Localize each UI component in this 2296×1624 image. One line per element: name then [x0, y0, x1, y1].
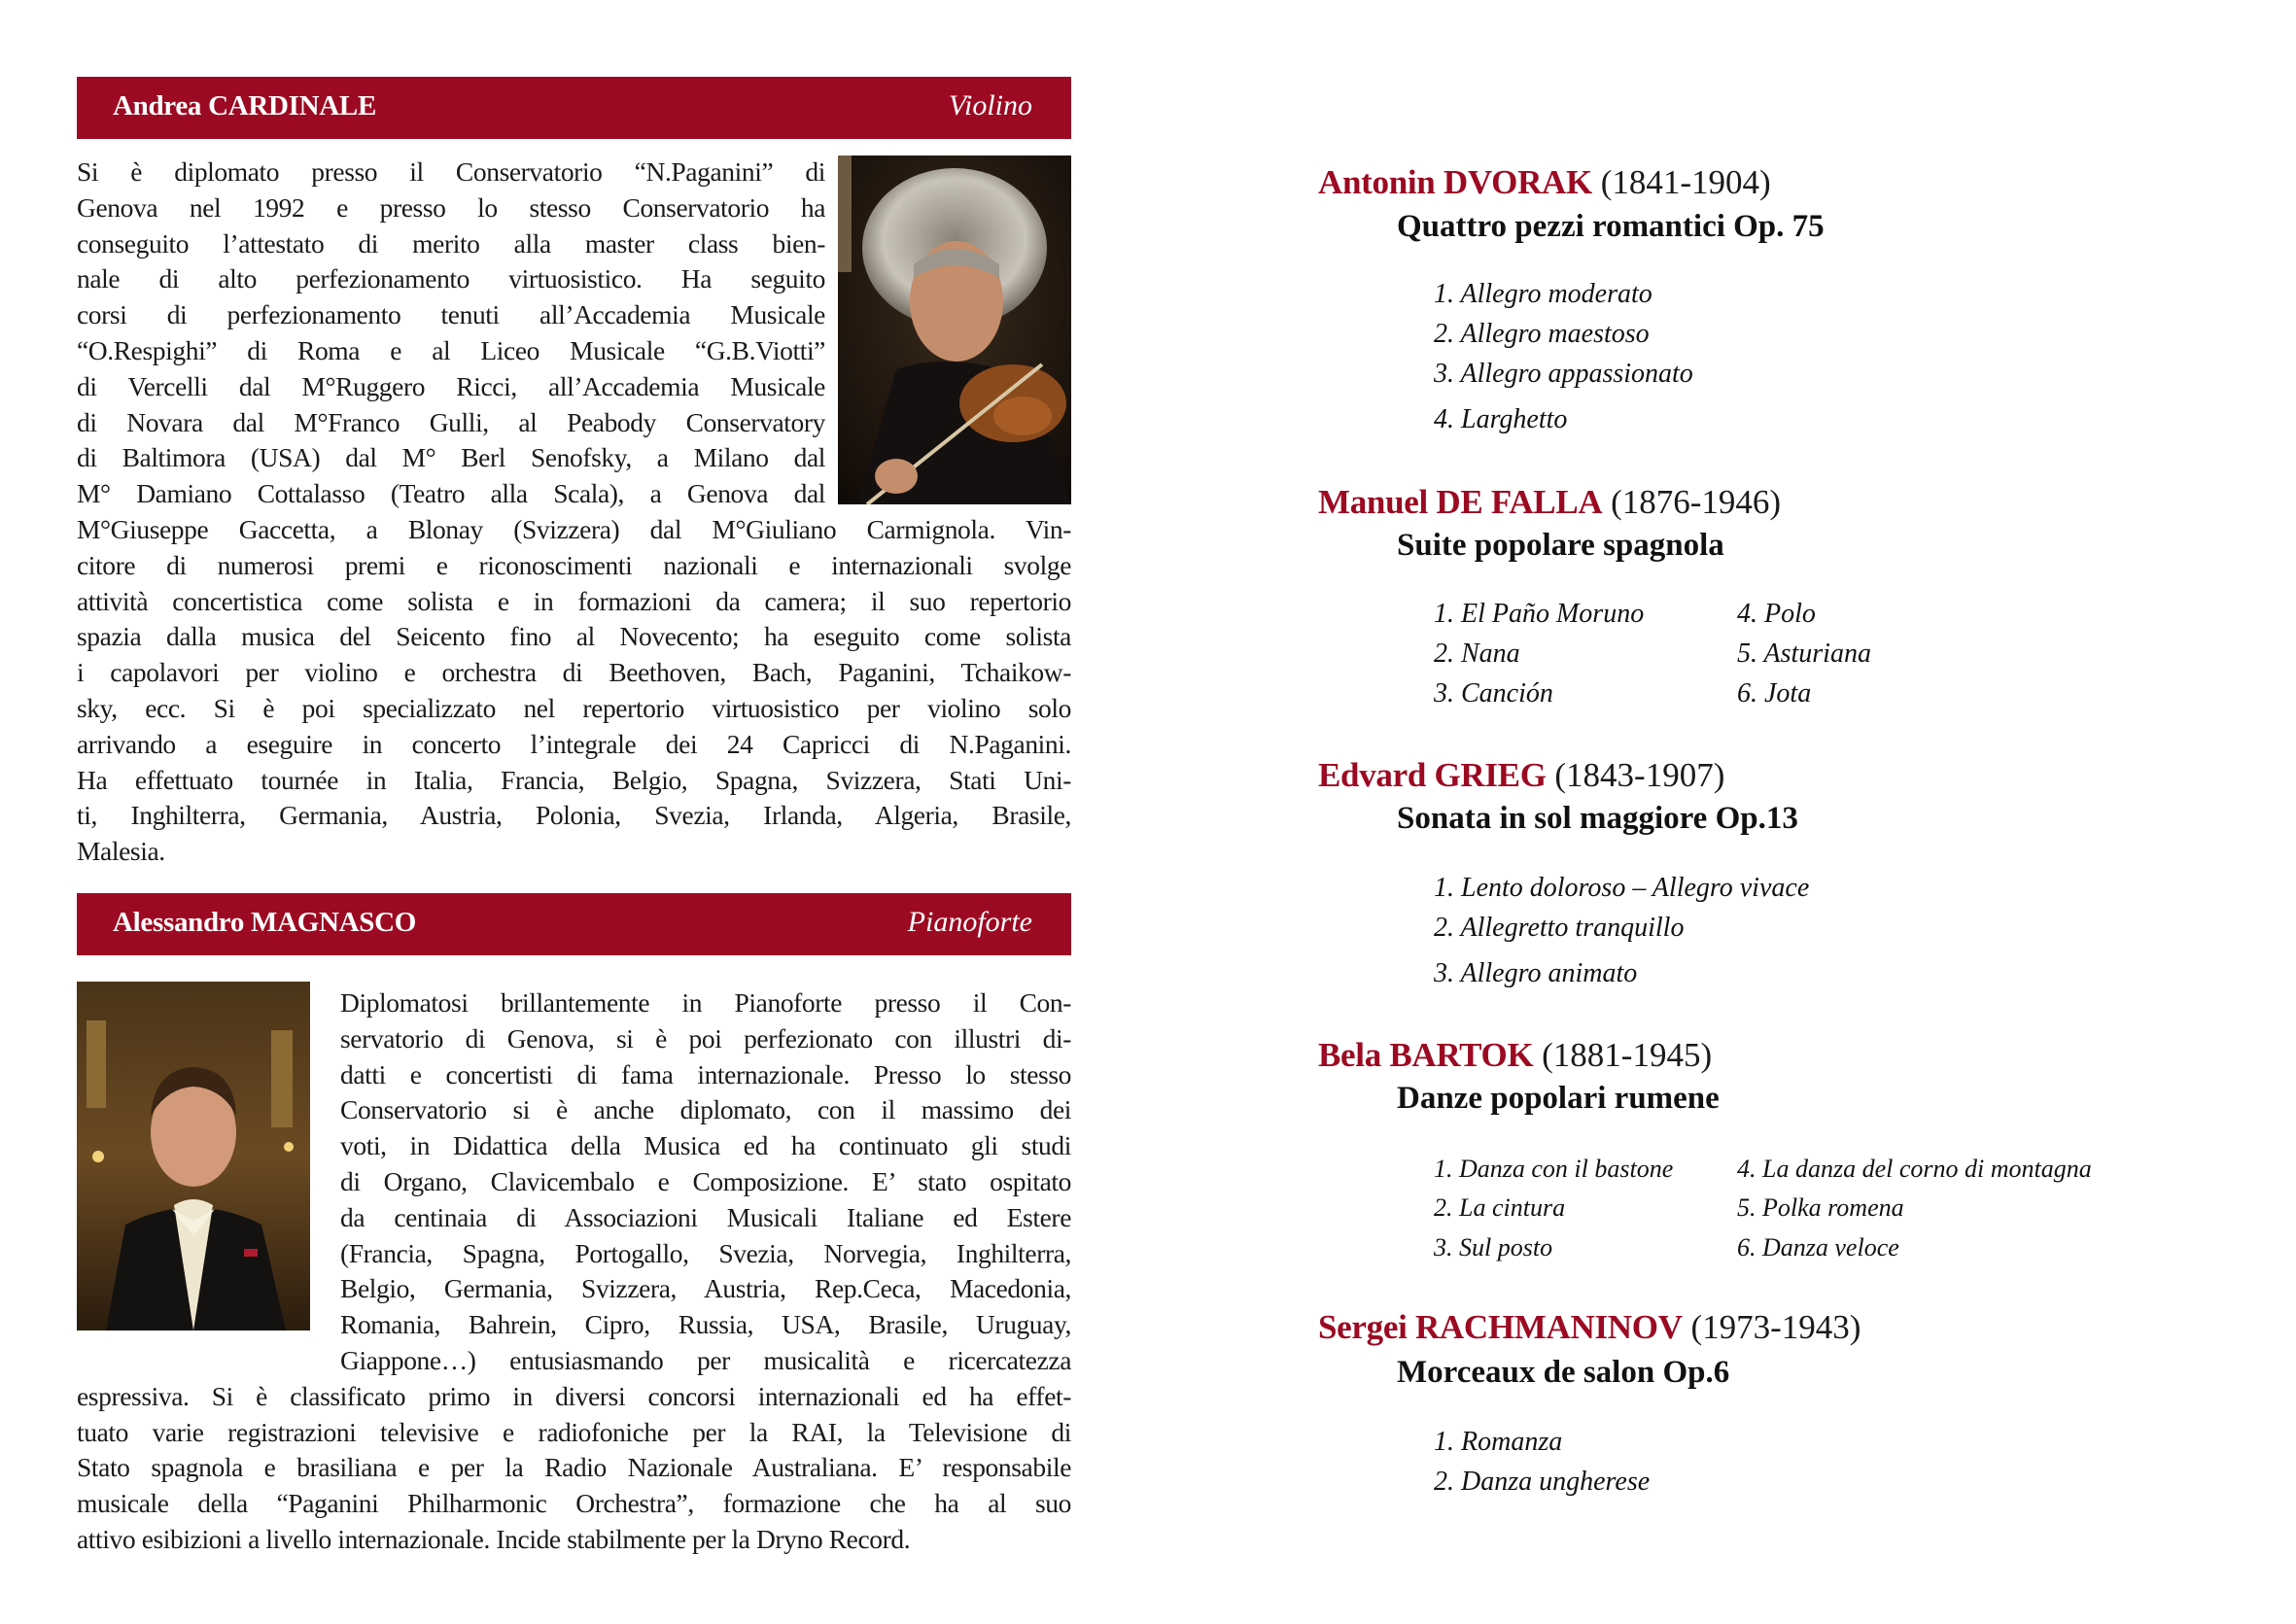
bio-line: nale di alto perfezionamento virtuosistico. Ha seguito [77, 263, 825, 294]
bio-line: conseguito l’attestato di merito alla master class bien- [77, 227, 825, 259]
work-title: Danze popolari rumene [1397, 1081, 1720, 1116]
bio-line: musicale della “Paganini Philharmonic Orchestra”, formazione che ha al suo [77, 1488, 1071, 1519]
movement-item: 1. Lento doloroso – Allegro vivace [1434, 873, 1810, 903]
pianist-photo-image [77, 982, 310, 1330]
bio-line: Si è diplomato presso il Conservatorio “N.Paganini” di [77, 156, 825, 187]
composer-name: Manuel DE FALLA [1318, 483, 1603, 521]
bio-line: M°Giuseppe Gaccetta, a Blonay (Svizzera) dal M°Giuliano Carmignola. Vin- [77, 514, 1071, 544]
movement-item: 5. Asturiana [1737, 639, 1871, 669]
bio-line: Diplomatosi brillantemente in Pianoforte presso il Con- [340, 987, 1071, 1018]
movement-item: 3. Allegro animato [1434, 958, 1638, 988]
bio-line: i capolavori per violino e orchestra di Beethoven, Bach, Paganini, Tchaikow- [77, 657, 1071, 688]
bio-line: di Vercelli dal M°Ruggero Ricci, all’Accademia Musicale [77, 370, 825, 401]
violinist-photo [838, 155, 1071, 504]
bio-line: tuato varie registrazioni televisive e radiofoniche per la RAI, la Televisione di [77, 1416, 1071, 1447]
movement-item: 3. Allegro appassionato [1434, 359, 1693, 389]
bio-line: Belgio, Germania, Svizzera, Austria, Rep.Ceca, Macedonia, [340, 1273, 1071, 1304]
composer-name: Bela BARTOK [1318, 1036, 1534, 1074]
bio-line: Conservatorio si è anche diplomato, con il massimo dei [340, 1094, 1071, 1125]
bio-line: corsi di perfezionamento tenuti all’Accademia Musicale [77, 299, 825, 330]
movement-item: 2. Nana [1434, 639, 1520, 669]
composer-dates: (1876-1946) [1611, 483, 1782, 521]
bio-line: Romania, Bahrein, Cipro, Russia, USA, Brasile, Uruguay, [340, 1309, 1071, 1340]
movement-item: 4. La danza del corno di montagna [1737, 1155, 2092, 1183]
work-title: Sonata in sol maggiore Op.13 [1397, 801, 1798, 836]
bio-line: Malesia. [77, 836, 165, 867]
movement-item: 3. Sul posto [1434, 1233, 1553, 1261]
movement-item: 1. Danza con il bastone [1434, 1155, 1674, 1183]
bio-line: di Novara dal M°Franco Gulli, al Peabody Conservatory [77, 406, 825, 437]
composer-name: Sergei RACHMANINOV [1318, 1308, 1683, 1346]
movement-item: 1. Romanza [1434, 1427, 1563, 1457]
bio-line: ti, Inghilterra, Germania, Austria, Polonia, Svezia, Irlanda, Algeria, Brasile, [77, 800, 1071, 831]
composer-dates: (1841-1904) [1600, 163, 1771, 201]
performer-instrument: Pianoforte [907, 906, 1032, 938]
composer-heading [1318, 1306, 1861, 1349]
bio-line: di Baltimora (USA) dal M° Berl Senofsky, a Milano dal [77, 442, 825, 473]
work-title: Suite popolare spagnola [1397, 528, 1724, 563]
bio-line: voti, in Didattica della Musica ed ha continuato gli studi [340, 1130, 1071, 1161]
bio-line: attivo esibizioni a livello internazionale. Incide stabilmente per la Dryno Record. [77, 1524, 911, 1554]
movement-item: 2. Danza ungherese [1434, 1467, 1651, 1497]
movement-item: 2. La cintura [1434, 1193, 1566, 1222]
movement-item: 2. Allegro maestoso [1434, 319, 1650, 349]
performer-header-magnasco [77, 893, 1071, 955]
bio-line: spazia dalla musica del Seicento fino al Novecento; ha eseguito come solista [77, 621, 1071, 652]
composer-heading [1318, 161, 1771, 204]
bio-line: attività concertistica come solista e in formazioni da camera; il suo repertorio [77, 585, 1071, 616]
movement-item: 1. Allegro moderato [1434, 279, 1652, 309]
composer-dates: (1973-1943) [1690, 1308, 1861, 1346]
movement-item: 1. El Paño Moruno [1434, 599, 1645, 629]
bio-line: M° Damiano Cottalasso (Teatro alla Scala), a Genova dal [77, 478, 825, 509]
bio-line: (Francia, Spagna, Portogallo, Svezia, Norvegia, Inghilterra, [340, 1237, 1071, 1268]
composer-name: Edvard GRIEG [1318, 756, 1547, 794]
performer-header-cardinale [77, 77, 1071, 139]
movement-item: 4. Polo [1737, 599, 1816, 629]
bio-line: Stato spagnola e brasiliana e per la Radio Nazionale Australiana. E’ responsabile [77, 1452, 1071, 1483]
movement-item: 2. Allegretto tranquillo [1434, 913, 1685, 943]
bio-line: espressiva. Si è classificato primo in diversi concorsi internazionali ed ha effet- [77, 1380, 1071, 1411]
composer-heading [1318, 481, 1781, 524]
work-title: Morceaux de salon Op.6 [1397, 1355, 1730, 1390]
composer-name: Antonin DVORAK [1318, 163, 1592, 201]
bio-line: arrivando a eseguire in concerto l’integrale dei 24 Capricci di N.Paganini. [77, 728, 1071, 759]
bio-line: servatorio di Genova, si è poi perfezionato con illustri di- [340, 1022, 1071, 1054]
movement-item: 6. Jota [1737, 678, 1812, 708]
bio-line: da centinaia di Associazioni Musicali Italiane ed Estere [340, 1201, 1071, 1232]
movement-item: 5. Polka romena [1737, 1193, 1904, 1222]
bio-line: Giappone…) entusiasmando per musicalità e ricercatezza [340, 1345, 1071, 1375]
composer-heading [1318, 1034, 1712, 1077]
bio-line: “O.Respighi” di Roma e al Liceo Musicale “G.B.Viotti” [77, 335, 825, 365]
composer-dates: (1881-1945) [1542, 1036, 1713, 1074]
bio-line: datti e concertisti di fama internazionale. Presso lo stesso [340, 1058, 1071, 1089]
movement-item: 3. Canción [1434, 678, 1553, 708]
movement-item: 4. Larghetto [1434, 404, 1568, 434]
bio-line: citore di numerosi premi e riconoscimenti nazionali e internazionali svolge [77, 549, 1071, 580]
bio-line: sky, ecc. Si è poi specializzato nel repertorio virtuosistico per violino solo [77, 693, 1071, 723]
bio-line: Genova nel 1992 e presso lo stesso Conservatorio ha [77, 191, 825, 223]
work-title: Quattro pezzi romantici Op. 75 [1397, 209, 1825, 244]
violinist-photo-image [838, 155, 1071, 504]
movement-item: 6. Danza veloce [1737, 1233, 1899, 1261]
bio-line: Ha effettuato tournée in Italia, Francia, Belgio, Spagna, Svizzera, Stati Uni- [77, 764, 1071, 795]
performer-name: Andrea CARDINALE [113, 90, 376, 121]
composer-heading [1318, 754, 1724, 797]
performer-name: Alessandro MAGNASCO [113, 907, 416, 938]
performer-instrument: Violino [948, 89, 1032, 121]
composer-dates: (1843-1907) [1554, 756, 1725, 794]
bio-line: di Organo, Clavicembalo e Composizione. E’ stato ospitato [340, 1166, 1071, 1196]
pianist-photo [77, 982, 310, 1330]
